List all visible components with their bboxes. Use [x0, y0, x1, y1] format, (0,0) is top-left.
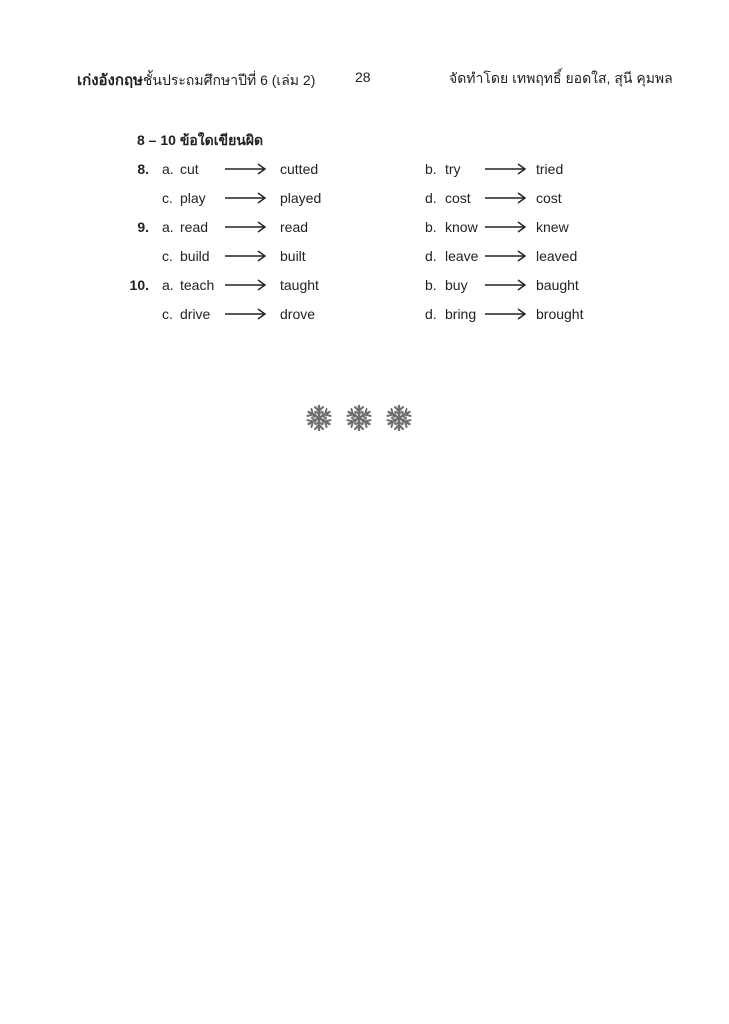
question-row: [0, 190, 729, 210]
answer-option-b[interactable]: [425, 277, 579, 293]
right-arrow-icon: [485, 278, 527, 292]
author-credit: จัดทำโดย เทพฤทธิ์ ยอดใส, สุนี คุมพล: [449, 70, 673, 86]
option-letter: c.: [162, 190, 173, 206]
book-brand: เก่งอังกฤษ: [77, 72, 143, 89]
answer-option-d[interactable]: [425, 190, 562, 206]
book-title: [77, 68, 315, 92]
option-letter: d.: [425, 190, 437, 206]
answer-option-c[interactable]: [162, 248, 306, 264]
section-title: 8 – 10 ข้อใดเขียนผิด: [137, 132, 264, 148]
right-arrow-icon: [225, 162, 267, 176]
snowflake-icon: [305, 404, 333, 432]
answer-option-b[interactable]: [425, 219, 569, 235]
answer-option-c[interactable]: [162, 306, 316, 322]
option-letter: b.: [425, 219, 437, 235]
answer-option-c[interactable]: [162, 190, 322, 206]
option-result: brought: [536, 306, 584, 322]
option-verb: try: [445, 161, 461, 177]
question-row: [0, 248, 729, 268]
answer-option-a[interactable]: [162, 219, 309, 235]
answer-option-d[interactable]: [425, 306, 584, 322]
answer-option-b[interactable]: [425, 161, 564, 177]
right-arrow-icon: [225, 220, 267, 234]
option-result: knew: [536, 219, 569, 235]
right-arrow-icon: [485, 191, 527, 205]
option-result: built: [280, 248, 306, 264]
question-number: 10.: [129, 277, 149, 293]
option-verb: read: [180, 219, 209, 235]
option-letter: a.: [162, 219, 174, 235]
book-subtitle: ชั้นประถมศึกษาปีที่ 6 (เล่ม 2): [142, 72, 316, 88]
option-verb: know: [445, 219, 478, 235]
option-letter: b.: [425, 277, 437, 293]
right-arrow-icon: [485, 220, 527, 234]
answer-option-a[interactable]: [162, 277, 319, 293]
page-number: 28: [355, 69, 371, 85]
right-arrow-icon: [485, 162, 527, 176]
answer-option-d[interactable]: [425, 248, 578, 264]
option-letter: b.: [425, 161, 437, 177]
option-result: read: [280, 219, 309, 235]
option-letter: a.: [162, 161, 174, 177]
right-arrow-icon: [225, 249, 267, 263]
snowflake-icon: [345, 404, 373, 432]
question-row: [0, 219, 729, 239]
question-number: 9.: [137, 219, 149, 235]
question-row: [0, 306, 729, 326]
option-verb: build: [180, 248, 210, 264]
question-row: [0, 161, 729, 181]
option-verb: drive: [180, 306, 211, 322]
right-arrow-icon: [225, 307, 267, 321]
option-letter: c.: [162, 306, 173, 322]
option-result: tried: [536, 161, 564, 177]
option-letter: a.: [162, 277, 174, 293]
option-verb: bring: [445, 306, 477, 322]
question-row: [0, 277, 729, 297]
option-verb: teach: [180, 277, 215, 293]
option-result: leaved: [536, 248, 578, 264]
right-arrow-icon: [485, 249, 527, 263]
right-arrow-icon: [225, 278, 267, 292]
option-result: taught: [280, 277, 319, 293]
option-letter: c.: [162, 248, 173, 264]
option-verb: leave: [445, 248, 479, 264]
option-result: played: [280, 190, 322, 206]
option-verb: cost: [445, 190, 471, 206]
question-number: 8.: [137, 161, 149, 177]
snowflake-icon: [385, 404, 413, 432]
option-verb: buy: [445, 277, 468, 293]
option-result: cutted: [280, 161, 319, 177]
section-divider: [305, 404, 417, 432]
right-arrow-icon: [225, 191, 267, 205]
option-result: drove: [280, 306, 316, 322]
option-result: cost: [536, 190, 562, 206]
answer-option-a[interactable]: [162, 161, 319, 177]
option-verb: cut: [180, 161, 199, 177]
option-letter: d.: [425, 306, 437, 322]
option-letter: d.: [425, 248, 437, 264]
option-verb: play: [180, 190, 206, 206]
page-header: [0, 68, 729, 92]
right-arrow-icon: [485, 307, 527, 321]
option-result: baught: [536, 277, 579, 293]
